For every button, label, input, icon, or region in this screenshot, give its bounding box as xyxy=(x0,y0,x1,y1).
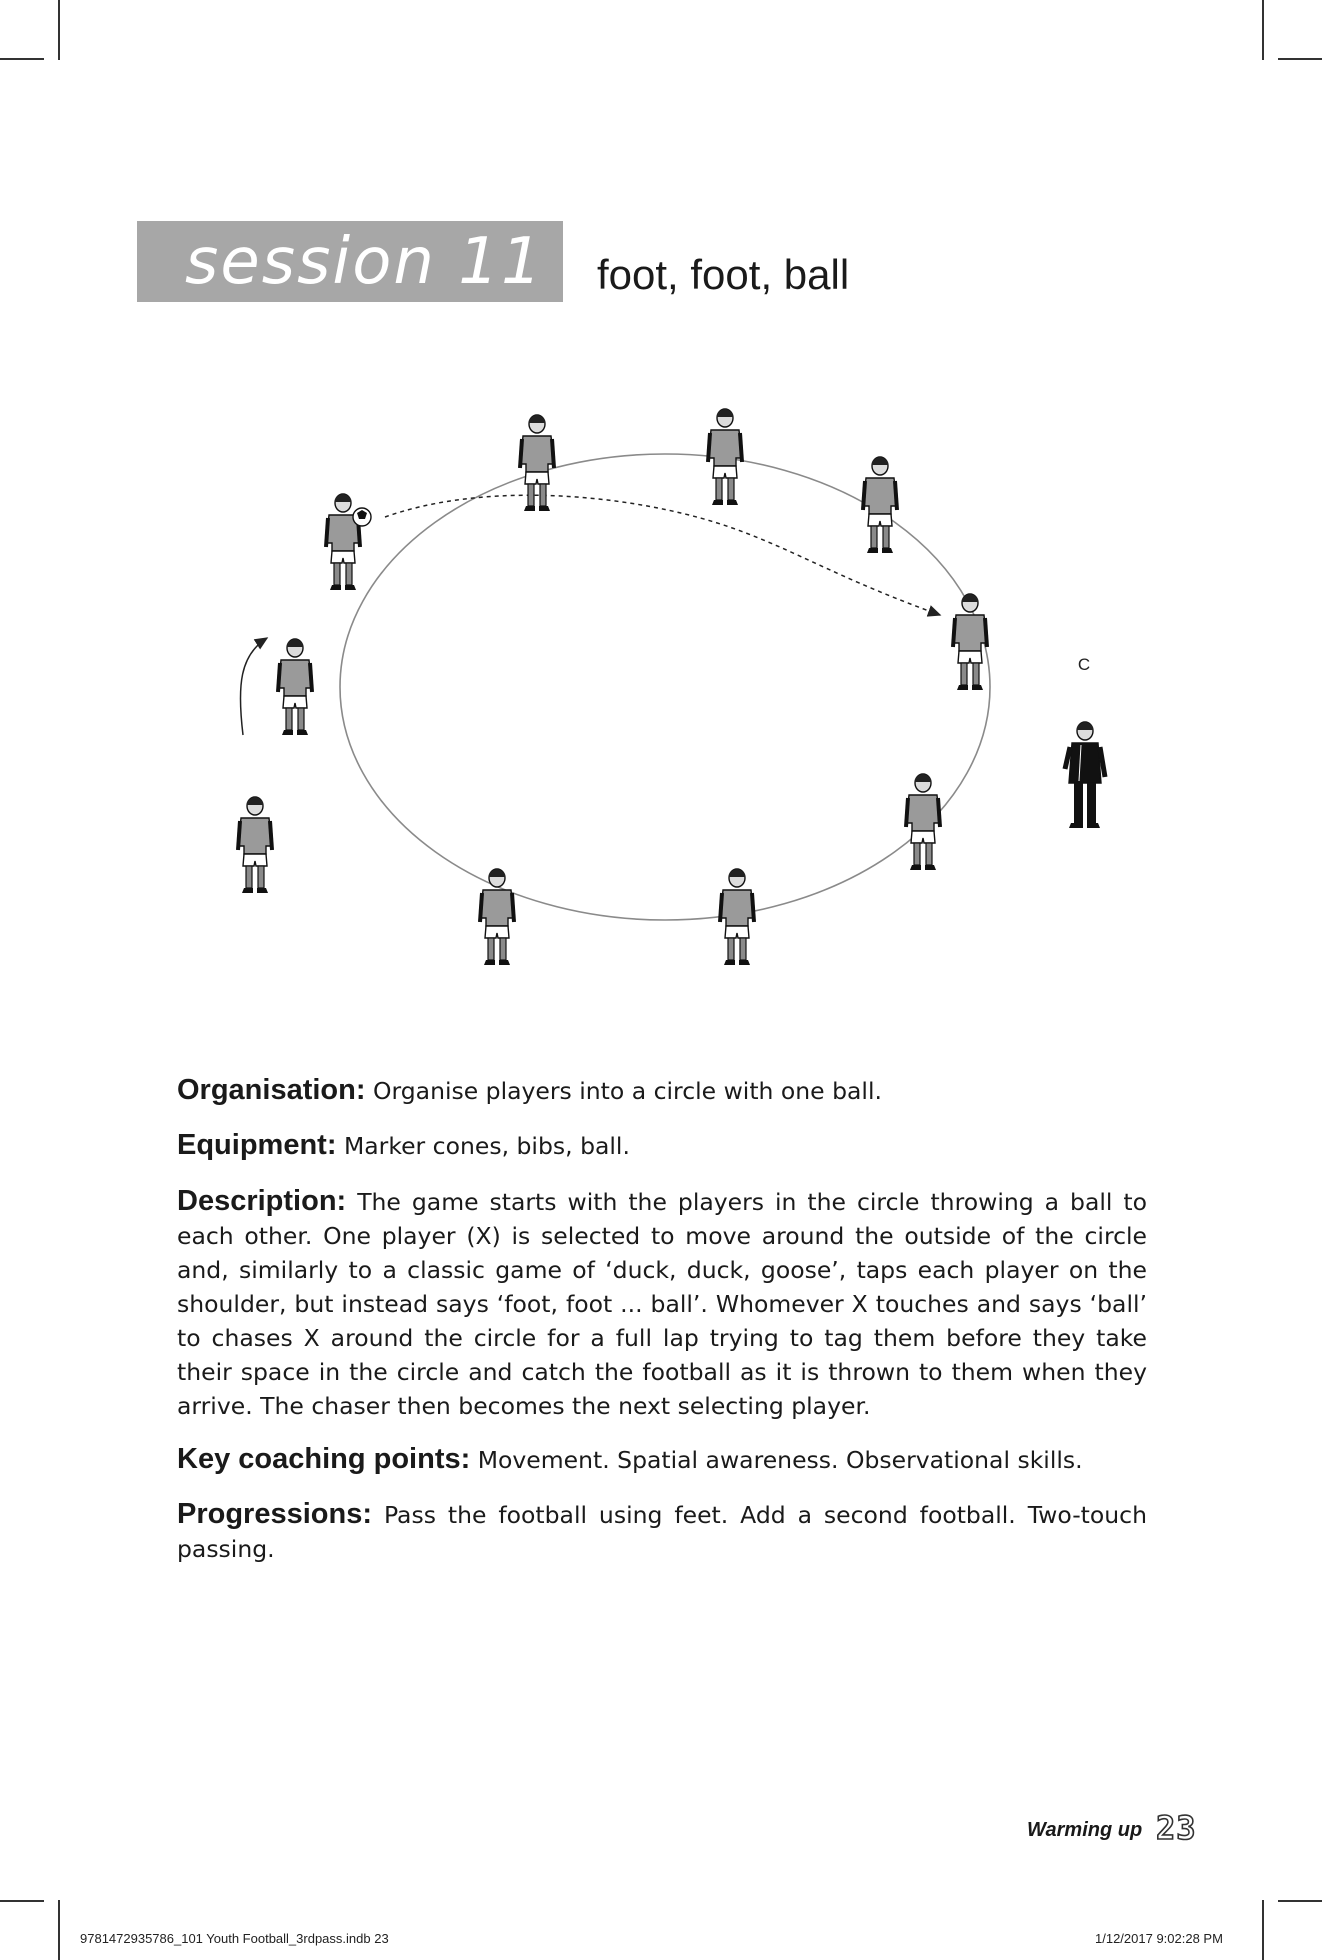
movement-arrow xyxy=(240,638,267,735)
player-figure xyxy=(278,639,312,735)
progressions-section xyxy=(177,1497,1147,1566)
equipment-section xyxy=(177,1128,1147,1163)
section-text: Organise players into a circle with one ball. xyxy=(373,1077,882,1105)
player-figure xyxy=(863,457,897,553)
section-text: Movement. Spatial awareness. Observational skills. xyxy=(477,1446,1083,1474)
player-figure xyxy=(238,797,272,893)
crop-mark xyxy=(1278,1900,1322,1902)
section-label: Organisation: xyxy=(177,1074,366,1106)
player-figure xyxy=(520,415,554,511)
file-slug: 9781472935786_101 Youth Football_3rdpass.indb 23 xyxy=(80,1931,389,1946)
print-stamp: 1/12/2017 9:02:28 PM xyxy=(1095,1931,1223,1946)
player-figure xyxy=(953,594,987,690)
player-figure xyxy=(480,869,514,965)
running-footer-section: Warming up xyxy=(1027,1819,1143,1841)
section-label: Description: xyxy=(177,1185,347,1217)
section-text: Pass the football using feet. Add a second football. Two-touch passing. xyxy=(177,1501,1147,1563)
crop-mark xyxy=(0,58,44,60)
pass-arrow xyxy=(385,495,940,615)
crop-mark xyxy=(1262,0,1264,60)
section-text: The game starts with the players in the circle throwing a ball to each other. One player (X) is selected to move around the outside of the circle and, similarly to a classic game of ‘duck, duck, goose’, taps each player on the shoulder, but instead says ‘foot, foot ... ball’. Whomever X touches and says ‘ball’ to chases X around the circle for a full lap trying to tag them before they take their space in the circle and catch the football as it is thrown to them when they arrive. The chaser then becomes the next selecting player. xyxy=(177,1188,1147,1420)
key-coaching-points-section xyxy=(177,1442,1147,1477)
crop-mark xyxy=(1278,58,1322,60)
coach-label: C xyxy=(1077,655,1091,674)
organisation-section xyxy=(177,1073,1147,1108)
session-label: session 11 xyxy=(185,225,544,299)
section-label: Key coaching points: xyxy=(177,1443,471,1475)
player-figure xyxy=(906,774,940,870)
crop-mark xyxy=(1262,1900,1264,1960)
player-figure xyxy=(708,409,742,505)
player-figure xyxy=(326,494,360,590)
session-title: foot, foot, ball xyxy=(597,251,850,298)
player-figure xyxy=(720,869,754,965)
section-text: Marker cones, bibs, ball. xyxy=(343,1132,630,1160)
coach-figure xyxy=(1065,722,1105,828)
description-section xyxy=(177,1184,1147,1423)
section-label: Equipment: xyxy=(177,1129,337,1161)
section-label: Progressions: xyxy=(177,1498,372,1530)
crop-mark xyxy=(58,0,60,60)
drill-diagram xyxy=(215,360,1115,1000)
page-number: 23 xyxy=(1156,1809,1197,1847)
crop-mark xyxy=(0,1900,44,1902)
crop-mark xyxy=(58,1900,60,1960)
